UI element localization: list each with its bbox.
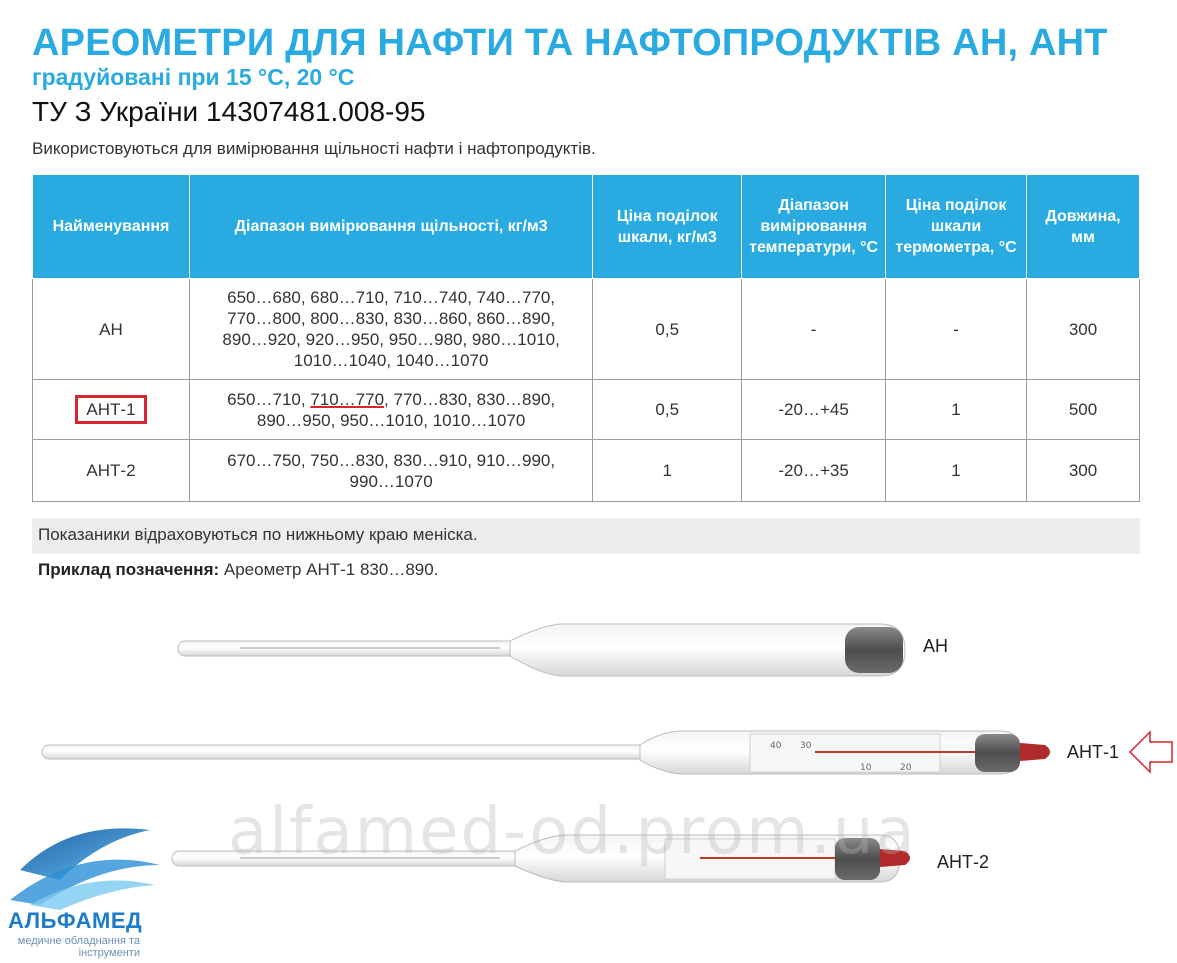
spec-standard: ТУ З України 14307481.008-95: [32, 96, 426, 127]
page-description: Використовуються для вимірювання щільності нафти і нафтопродуктів.: [32, 139, 596, 158]
logo-name: АЛЬФАМЕД: [8, 908, 143, 933]
cell-temp-division: 1: [886, 440, 1027, 502]
cell-division: 1: [593, 440, 742, 502]
cell-temp-division: -: [886, 279, 1027, 380]
example-label: Приклад позначення:: [38, 560, 220, 579]
logo-tagline: медичне обладнання та інструменти: [17, 935, 140, 959]
cell-range: 670…750, 750…830, 830…910, 910…990, 990…1070: [189, 440, 592, 502]
scale-tick: 10: [860, 763, 872, 773]
table-row: [33, 440, 1140, 502]
cell-length: 300: [1027, 279, 1140, 380]
table-row: [33, 380, 1140, 440]
reading-note: Показаники відраховуються по нижньому краю меніска.: [32, 518, 1140, 554]
cell-name: АНТ-2: [33, 440, 190, 502]
watermark: alfamed-od.prom.ua: [228, 795, 917, 869]
cell-temp-division: 1: [886, 380, 1027, 440]
hydrometers-photo: [0, 600, 1177, 963]
label-ant1: АНТ-1: [1067, 742, 1120, 762]
cell-length: 500: [1027, 380, 1140, 440]
range-highlight: 710…770: [310, 389, 385, 409]
range-part: , 770…830, 830…890, 890…950, 950…1010, 1010…1070: [256, 389, 556, 430]
range-part: 650…710,: [227, 389, 311, 409]
table-row: [33, 279, 1140, 380]
page-title: АРЕОМЕТРИ ДЛЯ НАФТИ ТА НАФТОПРОДУКТІВ АН, АНТ: [32, 22, 1108, 64]
table-header-row: [33, 175, 1140, 279]
header-name: Найменування: [33, 175, 190, 279]
header-temp-range: Діапазон вимірювання температури, °С: [742, 175, 886, 279]
pointer-arrow-icon: [1130, 732, 1172, 772]
label-ant2: АНТ-2: [937, 852, 990, 872]
cell-division: 0,5: [593, 380, 742, 440]
cell-name: АН: [33, 279, 190, 380]
designation-example: [38, 560, 438, 580]
header-temp-division: Ціна поділок шкали термометра, °С: [886, 175, 1027, 279]
hydrometer-an: [178, 624, 905, 676]
logo-swoosh-icon: [10, 828, 160, 910]
scale-tick: 20: [900, 763, 912, 773]
page-subtitle: градуйовані при 15 °С, 20 °С: [32, 64, 355, 90]
hydrometer-ant1: [42, 731, 1050, 774]
cell-temp-range: -20…+35: [742, 440, 886, 502]
highlight-box: АНТ-1: [75, 395, 146, 424]
cell-length: 300: [1027, 440, 1140, 502]
cell-name: [33, 380, 190, 440]
example-value: Ареометр АНТ-1 830…890.: [219, 560, 439, 579]
header-density-range: Діапазон вимірювання щільності, кг/м3: [189, 175, 592, 279]
header-division: Ціна поділок шкали, кг/м3: [593, 175, 742, 279]
specs-table: [32, 174, 1140, 502]
scale-tick: 30: [800, 741, 812, 751]
header-length: Довжина, мм: [1027, 175, 1140, 279]
label-an: АН: [923, 636, 949, 656]
cell-range: [189, 380, 592, 440]
cell-temp-range: -20…+45: [742, 380, 886, 440]
cell-range: 650…680, 680…710, 710…740, 740…770, 770…800, 800…830, 830…860, 860…890, 890…920, 920…950, 950…980, 980…1010, 1010…1040, 1040…1070: [189, 279, 592, 380]
cell-division: 0,5: [593, 279, 742, 380]
scale-tick: 40: [770, 741, 782, 751]
cell-temp-range: -: [742, 279, 886, 380]
